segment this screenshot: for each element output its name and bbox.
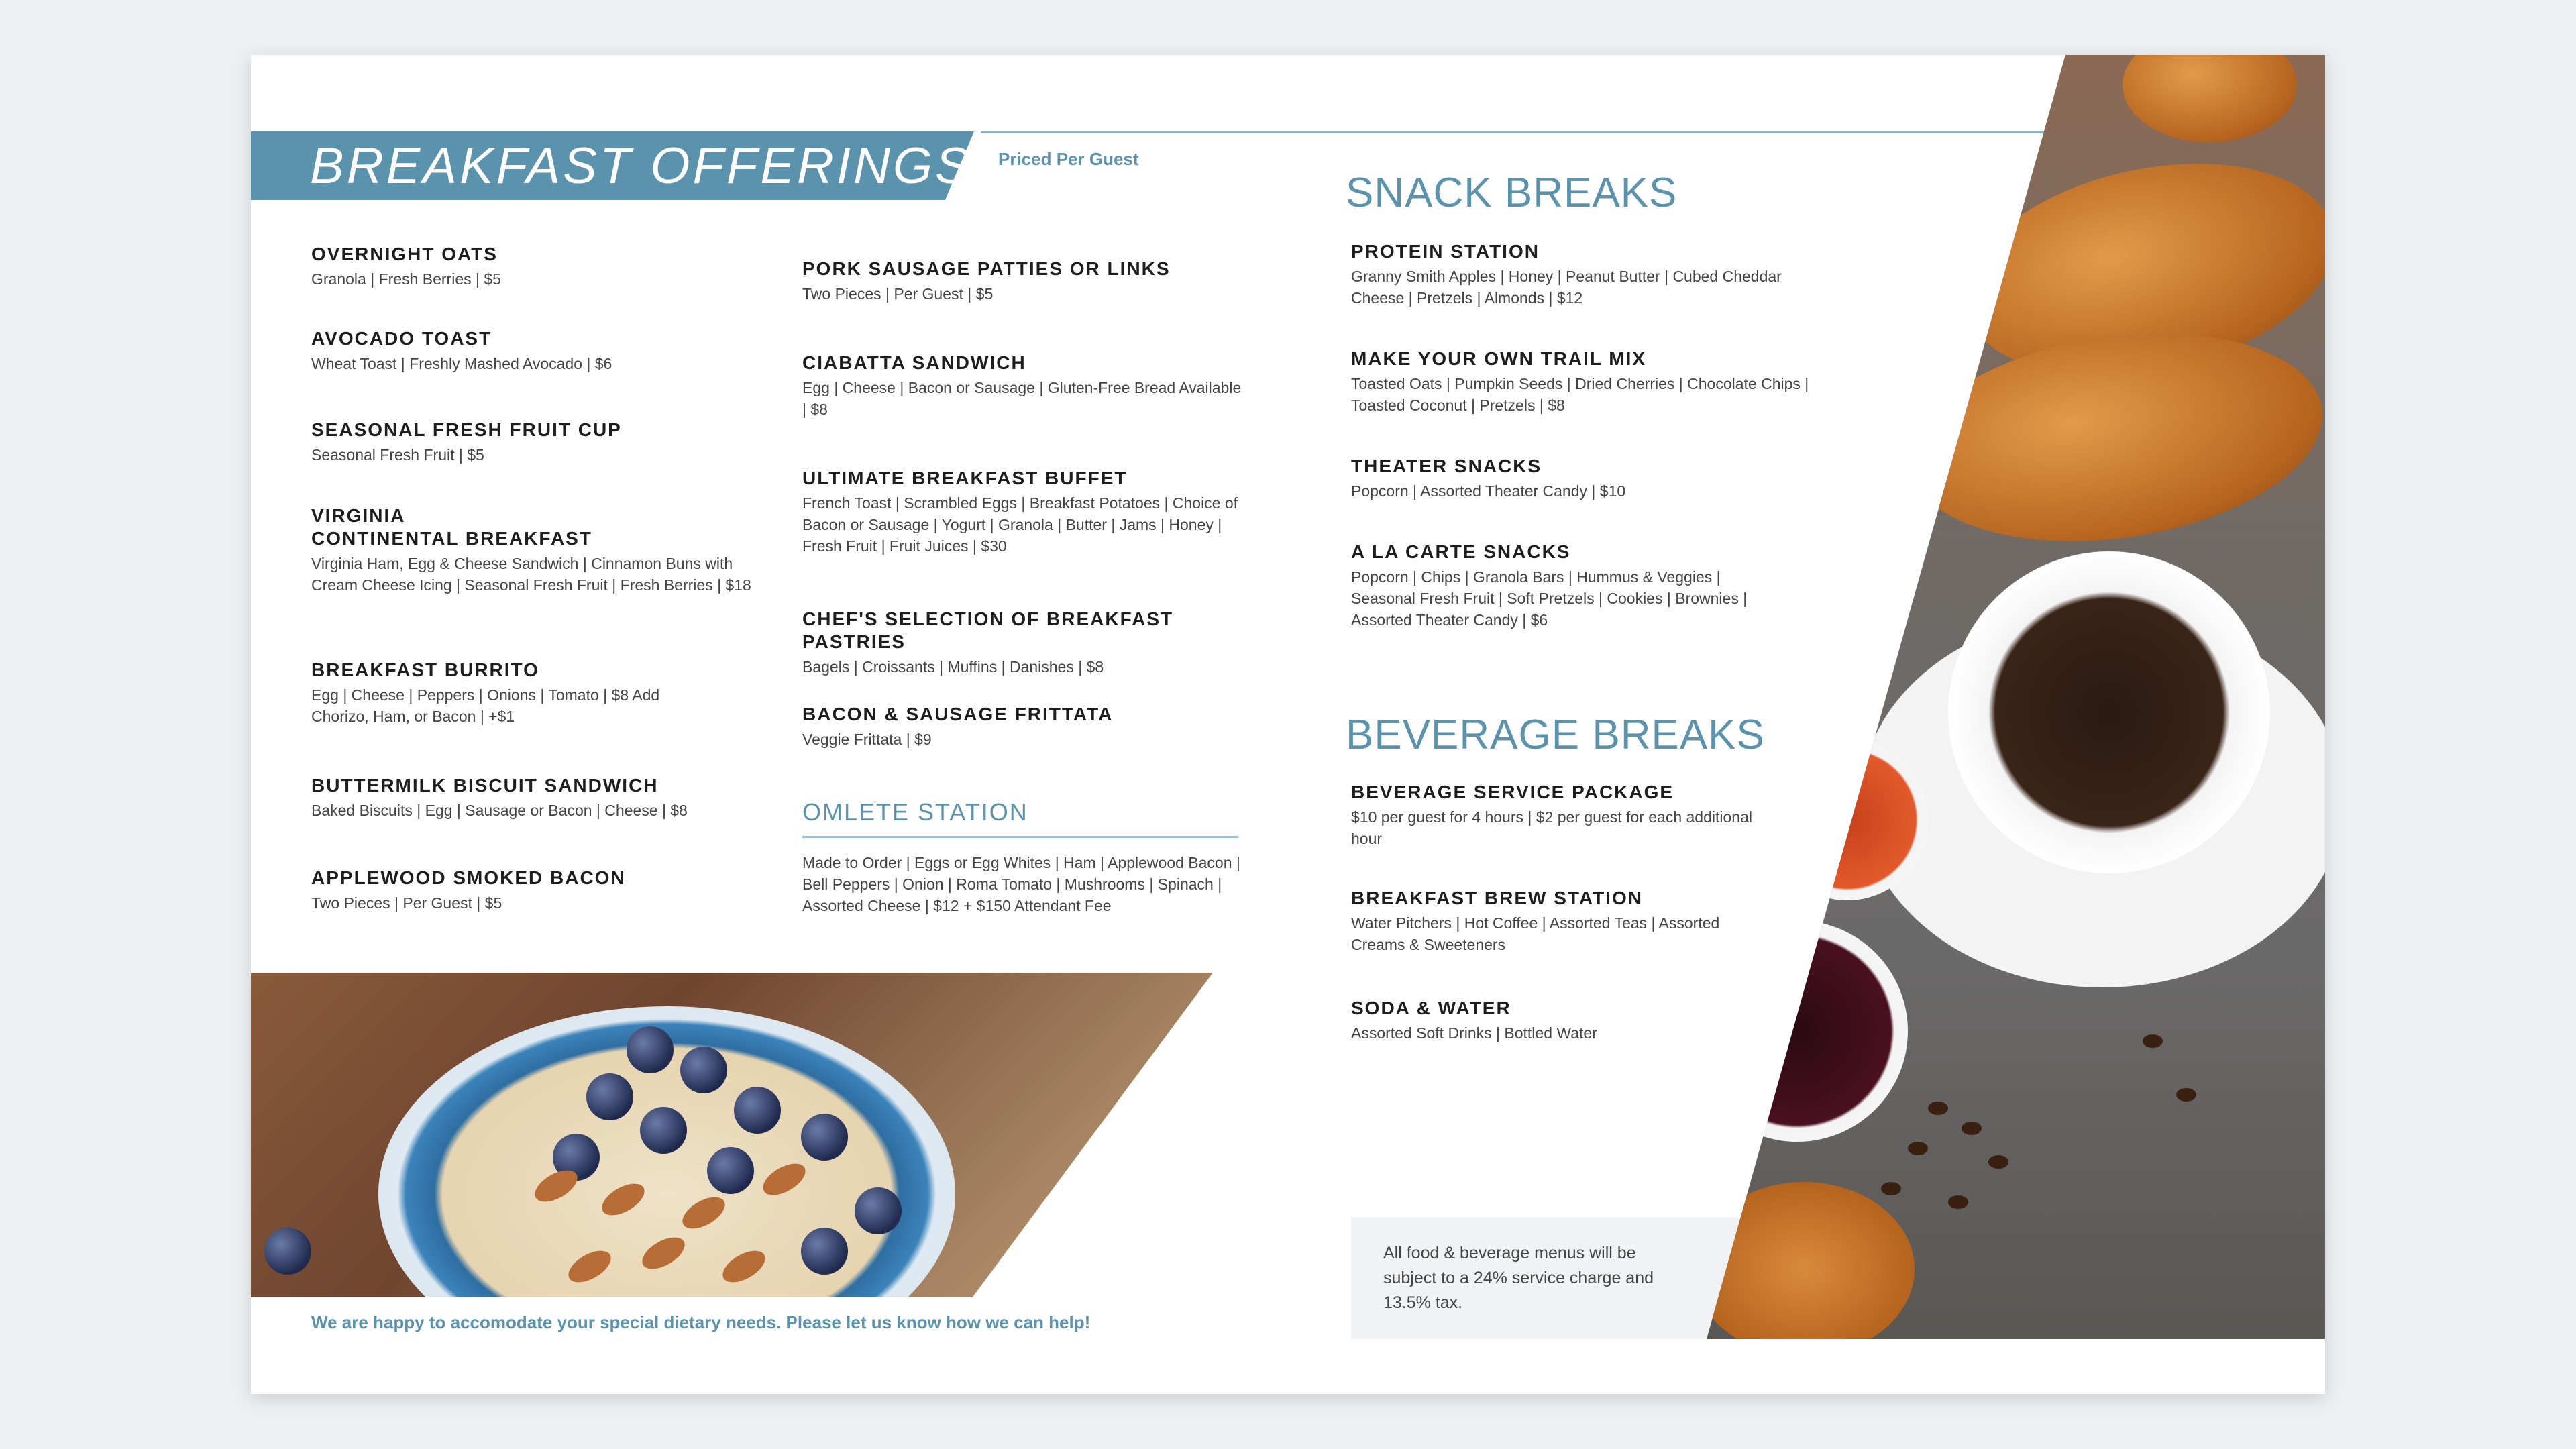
item-name: BUTTERMILK BISCUIT SANDWICH <box>311 775 659 796</box>
menu-item <box>802 258 1245 305</box>
menu-item <box>1351 997 1754 1044</box>
item-name: APPLEWOOD SMOKED BACON <box>311 867 626 888</box>
item-name: BREAKFAST BURRITO <box>311 659 539 680</box>
item-desc: Made to Order | Eggs or Egg Whites | Ham | Applewood Bacon | Bell Peppers | Onion | Roma Tomato | Mushrooms | Spinach | Assorted Cheese | $12 + $150 Attendant Fee <box>802 854 1240 914</box>
item-name: AVOCADO TOAST <box>311 328 492 349</box>
omelet-station-title: OMLETE STATION <box>802 798 1028 826</box>
menu-item <box>1351 347 1821 416</box>
item-desc: Virginia Ham, Egg & Cheese Sandwich | Cinnamon Buns with Cream Cheese Icing | Seasonal Fresh Fruit | Fresh Berries | $18 <box>311 555 751 594</box>
snack-breaks-title: SNACK BREAKS <box>1346 170 1678 216</box>
item-desc: Seasonal Fresh Fruit | $5 <box>311 446 484 464</box>
page-title: BREAKFAST OFFERINGS <box>310 138 972 195</box>
item-desc: Granny Smith Apples | Honey | Peanut Butter | Cubed Cheddar Cheese | Pretzels | Almonds | $12 <box>1351 268 1782 307</box>
menu-item <box>311 659 687 727</box>
service-charge-disclaimer <box>1351 1217 1767 1339</box>
item-name: SODA & WATER <box>1351 998 1511 1018</box>
item-desc: Veggie Frittata | $9 <box>802 731 932 748</box>
disclaimer-text: All food & beverage menus will be subject to a 24% service charge and 13.5% tax. <box>1383 1244 1654 1312</box>
menu-item <box>802 703 1245 750</box>
menu-item <box>1351 455 1821 502</box>
coffee-cup <box>1948 551 2270 873</box>
menu-item <box>311 419 754 466</box>
item-name: BACON & SAUSAGE FRITTATA <box>802 704 1114 724</box>
item-name: PORK SAUSAGE PATTIES OR LINKS <box>802 258 1171 279</box>
menu-item <box>311 504 754 596</box>
dietary-needs-note: We are happy to accomodate your special dietary needs. Please let us know how we can help! <box>311 1312 1091 1332</box>
item-name: MAKE YOUR OWN TRAIL MIX <box>1351 348 1647 369</box>
item-desc: French Toast | Scrambled Eggs | Breakfast Potatoes | Choice of Bacon or Sausage | Yogurt | Granola | Butter | Jams | Honey | Fresh Fruit | Fruit Juices | $30 <box>802 494 1238 555</box>
item-desc: Two Pieces | Per Guest | $5 <box>311 894 502 912</box>
item-desc: Popcorn | Chips | Granola Bars | Hummus & Veggies | Seasonal Fresh Fruit | Soft Pretzels | Cookies | Brownies | Assorted Theater Candy | $6 <box>1351 568 1748 629</box>
item-desc: Two Pieces | Per Guest | $5 <box>802 285 994 303</box>
menu-sheet <box>251 55 2325 1394</box>
item-desc: Baked Biscuits | Egg | Sausage or Bacon | Cheese | $8 <box>311 802 688 819</box>
item-name: THEATER SNACKS <box>1351 455 1542 476</box>
menu-item <box>311 867 754 914</box>
menu-item <box>1351 240 1834 309</box>
item-desc: Granola | Fresh Berries | $5 <box>311 270 501 288</box>
menu-item <box>311 774 781 821</box>
item-desc: Water Pitchers | Hot Coffee | Assorted Teas | Assorted Creams & Sweeteners <box>1351 914 1720 953</box>
item-name: BEVERAGE SERVICE PACKAGE <box>1351 782 1674 802</box>
menu-item <box>1351 887 1727 955</box>
item-desc: Popcorn | Assorted Theater Candy | $10 <box>1351 482 1626 500</box>
item-name: OVERNIGHT OATS <box>311 244 498 264</box>
item-desc: Bagels | Croissants | Muffins | Danishes | $8 <box>802 658 1104 676</box>
menu-item <box>311 243 754 290</box>
item-name: CIABATTA SANDWICH <box>802 352 1026 373</box>
item-desc: Toasted Oats | Pumpkin Seeds | Dried Cherries | Chocolate Chips | Toasted Coconut | Pretzels | $8 <box>1351 375 1809 414</box>
menu-item <box>802 467 1238 557</box>
menu-item <box>311 327 754 374</box>
item-name: BREAKFAST BREW STATION <box>1351 888 1643 908</box>
item-desc: Egg | Cheese | Peppers | Onions | Tomato | $8 Add Chorizo, Ham, or Bacon | +$1 <box>311 686 660 725</box>
menu-item <box>802 352 1245 420</box>
item-name: ULTIMATE BREAKFAST BUFFET <box>802 468 1128 488</box>
item-name: CHEF'S SELECTION OF BREAKFAST PASTRIES <box>802 608 1174 652</box>
item-desc: $10 per guest for 4 hours | $2 per guest for each additional hour <box>1351 808 1752 847</box>
menu-item <box>1351 781 1754 849</box>
item-desc: Wheat Toast | Freshly Mashed Avocado | $6 <box>311 355 612 372</box>
item-name: VIRGINIA CONTINENTAL BREAKFAST <box>311 505 592 549</box>
oatmeal-photo <box>251 973 1213 1297</box>
item-name: PROTEIN STATION <box>1351 241 1540 262</box>
item-name: A LA CARTE SNACKS <box>1351 541 1571 562</box>
item-desc: Egg | Cheese | Bacon or Sausage | Gluten-Free Bread Available | $8 <box>802 379 1242 418</box>
omelet-station-rule <box>802 836 1238 838</box>
item-name: SEASONAL FRESH FRUIT CUP <box>311 419 622 440</box>
item-desc: Assorted Soft Drinks | Bottled Water <box>1351 1024 1597 1042</box>
menu-item <box>802 608 1272 678</box>
priced-per-guest-label: Priced Per Guest <box>998 149 1139 169</box>
menu-item <box>1351 541 1780 631</box>
beverage-breaks-title: BEVERAGE BREAKS <box>1346 712 1765 758</box>
omelet-station-desc-block <box>802 849 1245 916</box>
